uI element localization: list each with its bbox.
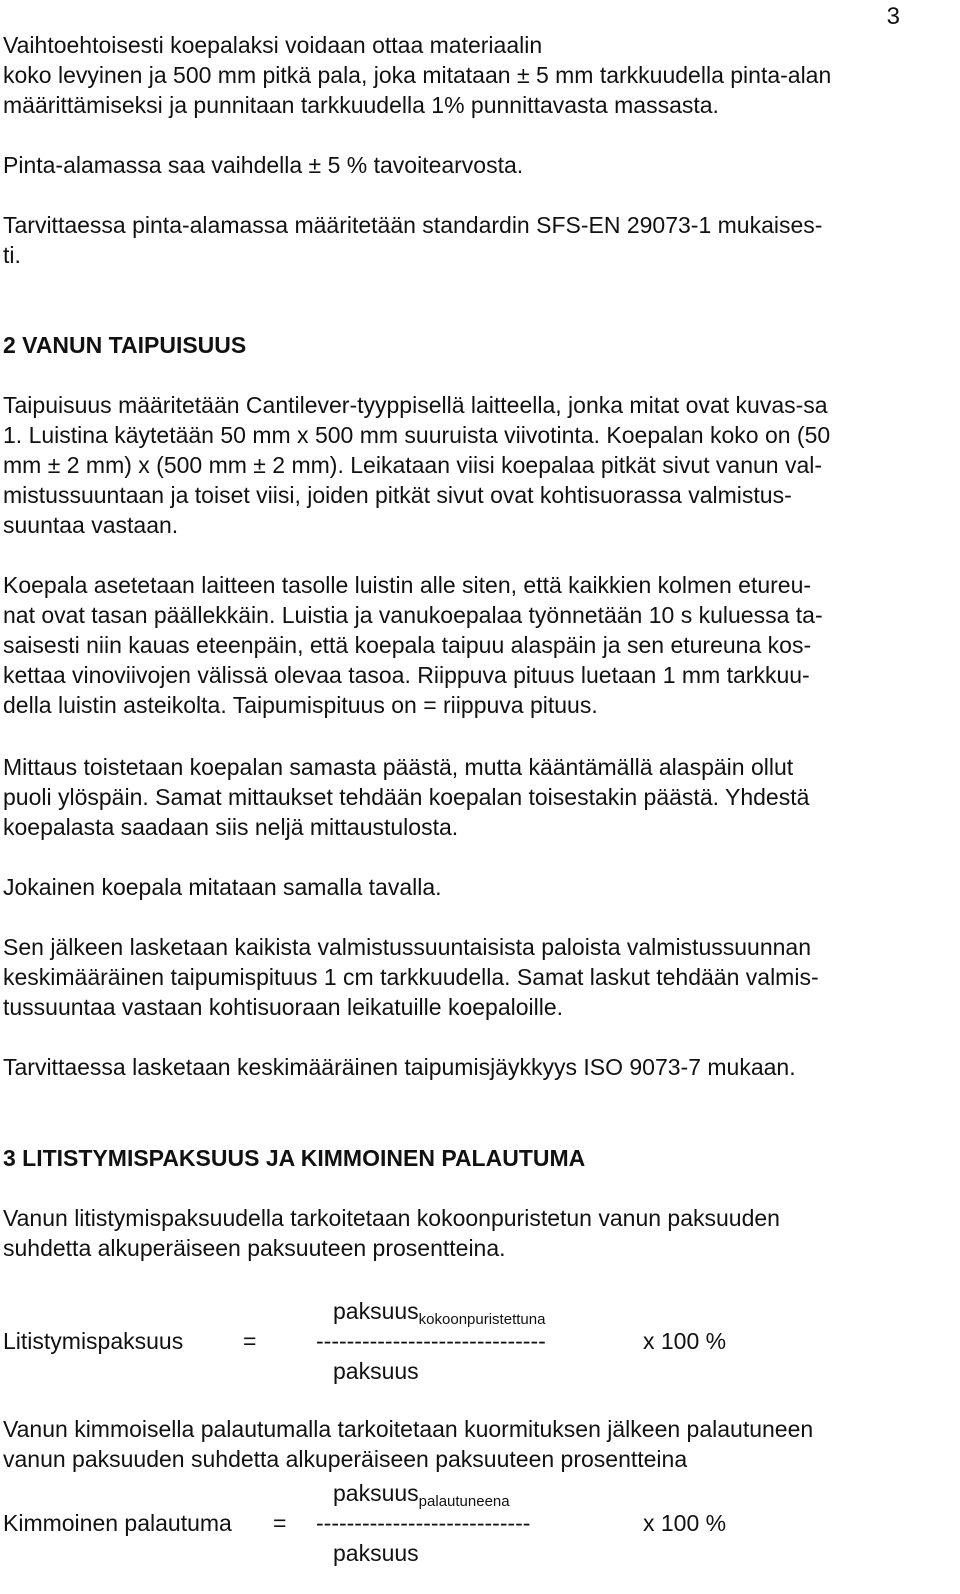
text-line: Taipuisuus määritetään Cantilever-tyyppisellä laitteella, jonka mitat ovat kuvas-sa	[3, 392, 828, 418]
section-3-paragraph-2	[3, 1414, 951, 1474]
fraction-bar: ------------------------------	[316, 1328, 546, 1354]
variation-paragraph	[3, 150, 951, 180]
text-line: mm ± 2 mm) x (500 mm ± 2 mm). Leikataan viisi koepalaa pitkät sivut vanun val-	[3, 452, 823, 478]
text-line: kettaa vinoviivojen välissä olevaa tasoa. Riippuva pituus luetaan 1 mm tarkkuu-	[3, 662, 810, 688]
text-line: keskimääräinen taipumispituus 1 cm tarkkuudella. Samat laskut tehdään valmis-	[3, 964, 819, 990]
text-line: koepalasta saadaan siis neljä mittaustulosta.	[3, 814, 459, 840]
text-line: vanun paksuuden suhdetta alkuperäiseen paksuuteen prosentteina	[3, 1446, 688, 1472]
section-2-paragraph-6	[3, 1052, 951, 1082]
formula-numerator	[333, 1478, 510, 1508]
formula-equals: =	[273, 1510, 287, 1536]
formula-denominator: paksuus	[333, 1358, 419, 1384]
section-3-paragraph-1	[3, 1203, 951, 1263]
text-line: Tarvittaessa lasketaan keskimääräinen taipumisjäykkyys ISO 9073-7 mukaan.	[3, 1054, 796, 1080]
text-line: suuntaa vastaan.	[3, 512, 179, 538]
text-line: della luistin asteikolta. Taipumispituus on = riippuva pituus.	[3, 692, 598, 718]
formula-multiplier: x 100 %	[643, 1328, 727, 1354]
numerator-text: paksuus	[333, 1298, 419, 1324]
formula-litistymispaksuus	[3, 1292, 951, 1382]
section-2-paragraph-3	[3, 752, 951, 842]
text-line: nat ovat tasan päällekkäin. Luistia ja vanukoepalaa työnnetään 10 s kuluessa ta-	[3, 602, 823, 628]
standard-paragraph	[3, 210, 951, 270]
intro-paragraph	[3, 30, 951, 120]
section-2-paragraph-2	[3, 570, 951, 720]
text-line: saisesti niin kauas eteenpäin, että koepala taipuu alaspäin ja sen etureuna kos-	[3, 632, 812, 658]
formula-equals: =	[243, 1328, 257, 1354]
page-number: 3	[886, 3, 900, 30]
text-line: Vaihtoehtoisesti koepalaksi voidaan ottaa materiaalin	[3, 32, 543, 58]
fraction-bar: ----------------------------	[316, 1510, 531, 1536]
section-2-heading: 2 VANUN TAIPUISUUS	[3, 332, 247, 358]
text-line: Tarvittaessa pinta-alamassa määritetään standardin SFS-EN 29073-1 mukaises-	[3, 212, 823, 238]
section-2-paragraph-1	[3, 390, 951, 540]
section-2-paragraph-4	[3, 872, 951, 902]
text-line: Sen jälkeen lasketaan kaikista valmistussuuntaisista paloista valmistussuunnan	[3, 934, 811, 960]
text-line: ti.	[3, 242, 21, 268]
formula-numerator	[333, 1296, 545, 1326]
formula-denominator: paksuus	[333, 1540, 419, 1566]
text-line: Vanun kimmoisella palautumalla tarkoitetaan kuormituksen jälkeen palautuneen	[3, 1416, 814, 1442]
text-line: koko levyinen ja 500 mm pitkä pala, joka mitataan ± 5 mm tarkkuudella pinta-alan	[3, 62, 832, 88]
section-3-heading: 3 LITISTYMISPAKSUUS JA KIMMOINEN PALAUTUMA	[3, 1145, 586, 1171]
formula-multiplier: x 100 %	[643, 1510, 727, 1536]
text-line: mistussuuntaan ja toiset viisi, joiden pitkät sivut ovat kohtisuorassa valmistus-	[3, 482, 792, 508]
text-line: puoli ylöspäin. Samat mittaukset tehdään koepalan toisestakin päästä. Yhdestä	[3, 784, 810, 810]
text-line: tussuuntaa vastaan kohtisuoraan leikatuille koepaloille.	[3, 994, 564, 1020]
formula-label: Litistymispaksuus	[3, 1328, 184, 1354]
formula-kimmoinen-palautuma	[3, 1474, 951, 1564]
numerator-subscript: kokoonpuristettuna	[418, 1311, 546, 1328]
text-line: 1. Luistina käytetään 50 mm x 500 mm suuruista viivotinta. Koepalan koko on (50	[3, 422, 831, 448]
text-line: Mittaus toistetaan koepalan samasta päästä, mutta kääntämällä alaspäin ollut	[3, 754, 794, 780]
numerator-text: paksuus	[333, 1480, 419, 1506]
formula-label: Kimmoinen palautuma	[3, 1510, 232, 1536]
text-line: suhdetta alkuperäiseen paksuuteen prosentteina.	[3, 1235, 506, 1261]
text-line: Jokainen koepala mitataan samalla tavalla.	[3, 874, 442, 900]
section-2-paragraph-5	[3, 932, 951, 1022]
numerator-subscript: palautuneena	[418, 1493, 510, 1510]
text-line: Koepala asetetaan laitteen tasolle luistin alle siten, että kaikkien kolmen etureu-	[3, 572, 812, 598]
text-line: Pinta-alamassa saa vaihdella ± 5 % tavoitearvosta.	[3, 152, 524, 178]
text-line: määrittämiseksi ja punnitaan tarkkuudella 1% punnittavasta massasta.	[3, 92, 719, 118]
text-line: Vanun litistymispaksuudella tarkoitetaan kokoonpuristetun vanun paksuuden	[3, 1205, 780, 1231]
